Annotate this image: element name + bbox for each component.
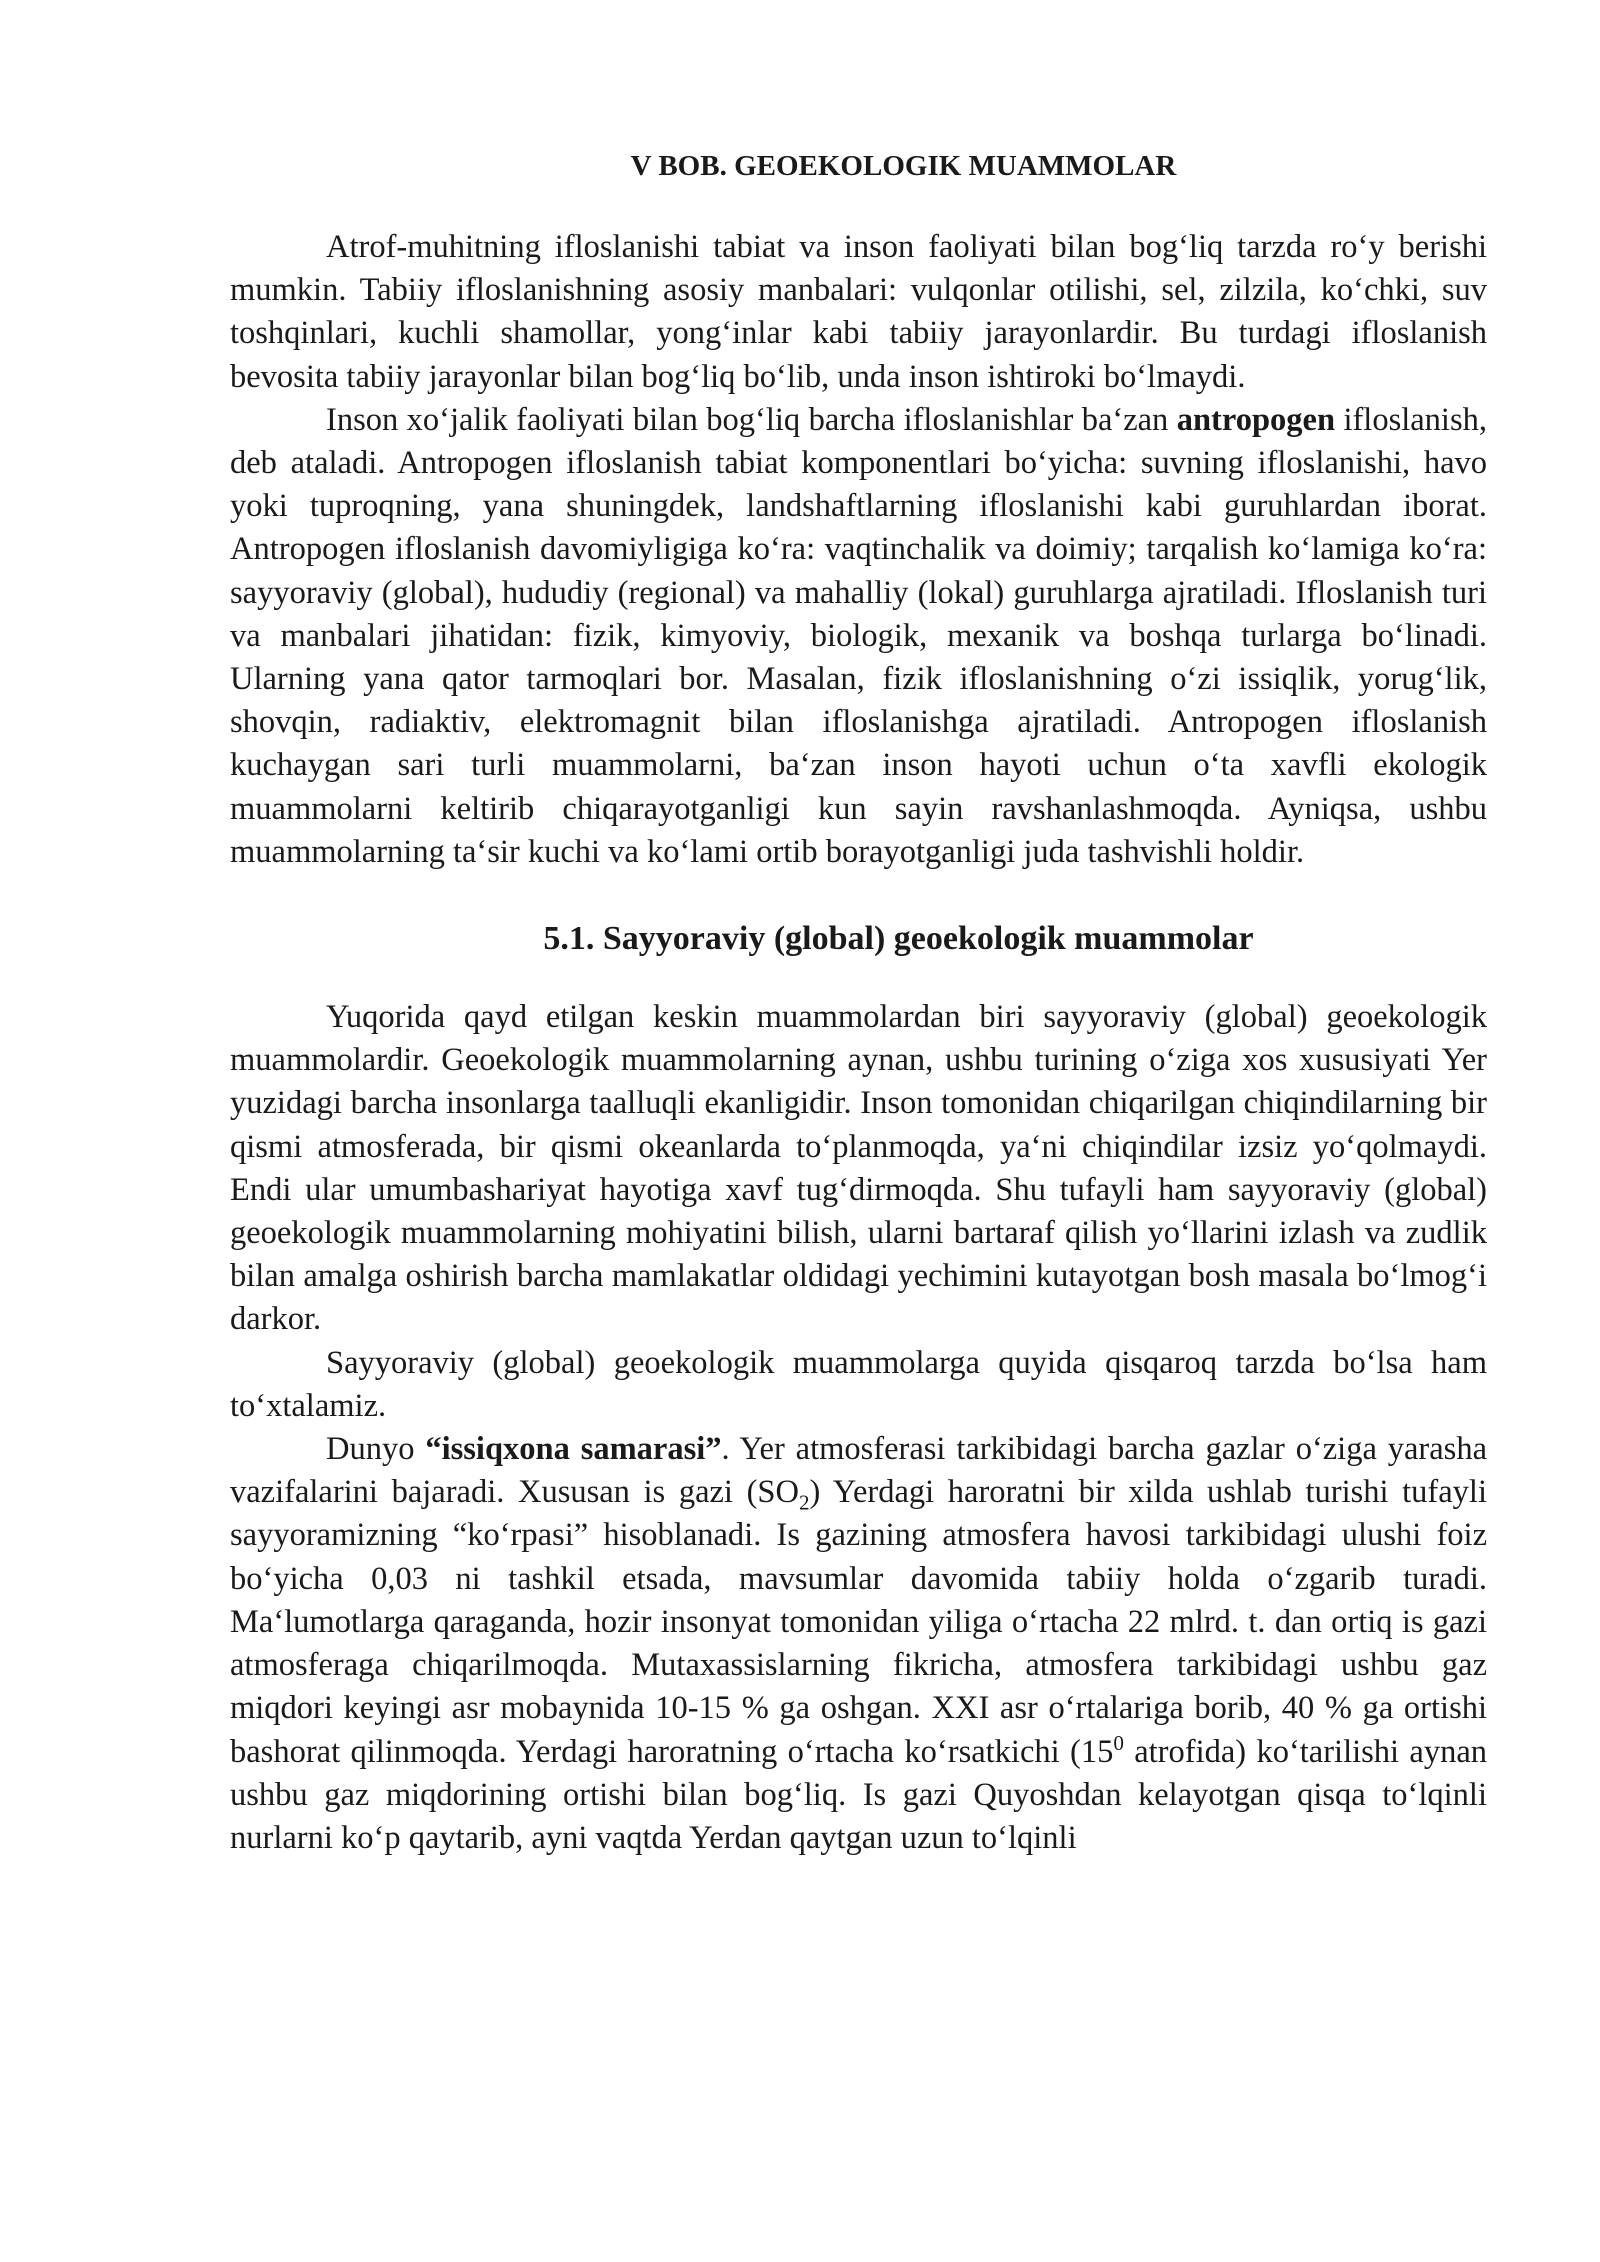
document-page — [230, 146, 1487, 1860]
section-paragraph-1: Yuqorida qayd etilgan keskin muammolardan biri sayyoraviy (global) geoekologik muammolardir. Geoekologik muammolarning aynan, ushbu turining o‘ziga xos xususiyati Yer yuzidagi barcha insonlarga taalluqli ekanligidir. Inson tomonidan chiqarilgan chiqindilarning bir qismi atmosferada, bir qismi okeanlarda to‘planmoqda, ya‘ni chiqindilar izsiz yo‘qolmaydi. Endi ular umumbashariyat hayotiga xavf tug‘dirmoqda. Shu tufayli ham sayyoraviy (global) geoekologik muammolarning mohiyatini bilish, ularni bartaraf qilish yo‘llarini izlash va zudlik bilan amalga oshirish barcha mamlakatlar oldidagi yechimini kutayotgan bosh masala bo‘lmog‘i darkor. — [230, 999, 1487, 1338]
intro-paragraph-1: Atrof-muhitning ifloslanishi tabiat va inson faoliyati bilan bog‘liq tarzda ro‘y berishi mumkin. Tabiiy ifloslanishning asosiy manbalari: vulqonlar otilishi, sel, zilzila, ko‘chki, suv toshqinlari, kuchli shamollar, yong‘inlar kabi tabiiy jarayonlardir. Bu turdagi ifloslanish bevosita tabiiy jarayonlar bilan bog‘liq bo‘lib, unda inson ishtiroki bo‘lmaydi. — [230, 229, 1487, 395]
text-run: ) Yerdagi haroratni bir xilda ushlab turishi tufayli sayyoramizning “ko‘rpasi” hisoblanadi. Is gazining atmosfera havosi tarkibidagi ulushi foiz bo‘yicha 0,03 ni tashkil etsada, mavsumlar davomida tabiiy holda o‘zgarib turadi. Ma‘lumotlarga qaraganda, hozir insonyat tomonidan yiliga o‘rtacha 22 mlrd. t. dan ortiq is gazi atmosferaga chiqarilmoqda. Mutaxassislarning fikricha, atmosfera tarkibidagi ushbu gaz miqdori keyingi asr mobaynida 10-15 % ga oshgan. XXI asr o‘rtalariga borib, 40 % ga ortishi bashorat qilinmoqda. Yerdagi haroratning o‘rtacha ko‘rsatkichi (15 — [230, 1474, 1487, 1770]
superscript: 0 — [1113, 1730, 1124, 1755]
section-title: 5.1. Sayyoraviy (global) geoekologik muammolar — [543, 920, 1254, 958]
subscript: 2 — [798, 1490, 810, 1515]
section-paragraph-3 — [230, 1428, 1487, 1860]
text-run: . Yer atmosferasi tarkibidagi barcha gazlar o‘ziga yarasha vazifalarini bajaradi. Xususan is gazi (SO — [230, 1431, 1488, 1511]
text-run: Inson xo‘jalik faoliyati bilan bog‘liq barcha ifloslanishlar ba‘zan — [326, 401, 1177, 438]
term-greenhouse-effect: “issiqxona samarasi” — [425, 1431, 722, 1468]
chapter-title: V BOB. GEOEKOLOGIK MUAMMOLAR — [630, 150, 1177, 182]
intro-paragraph-2 — [230, 399, 1487, 874]
section-paragraph-2: Sayyoraviy (global) geoekologik muammolarga quyida qisqaroq tarzda bo‘lsa ham to‘xtalamiz. — [230, 1344, 1487, 1424]
text-run: Dunyo — [326, 1431, 426, 1468]
term-antropogen: antropogen — [1176, 401, 1336, 438]
text-run: ifloslanish, deb ataladi. Antropogen ifloslanish tabiat komponentlari bo‘yicha: suvning ifloslanishi, havo yoki tuproqning, yana shuningdek, landshaftlarning ifloslanishi kabi guruhlardan iborat. Antropogen ifloslanish davomiyligiga ko‘ra: vaqtinchalik va doimiy; tarqalish ko‘lamiga ko‘ra: sayyoraviy (global), hududiy (regional) va mahalliy (lokal) guruhlarga ajratiladi. Ifloslanish turi va manbalari jihatidan: fizik, kimyoviy, biologik, mexanik va boshqa turlarga bo‘linadi. Ularning yana qator tarmoqlari bor. Masalan, fizik ifloslanishning o‘zi issiqlik, yorug‘lik, shovqin, radiaktiv, elektromagnit bilan ifloslanishga ajratiladi. Antropogen ifloslanish kuchaygan sari turli muammolarni, ba‘zan inson hayoti uchun o‘ta xavfli ekologik muammolarni keltirib chiqarayotganligi kun sayin ravshanlashmoqda. Ayniqsa, ushbu muammolarning ta‘sir kuchi va ko‘lami ortib borayotganligi juda tashvishli holdir. — [230, 401, 1487, 870]
text-run: atrofida) ko‘tarilishi aynan ushbu gaz miqdorining ortishi bilan bog‘liq. Is gazi Quyoshdan kelayotgan qisqa to‘lqinli nurlarni ko‘p qaytarib, ayni vaqtda Yerdan qaytgan uzun to‘lqinli — [230, 1733, 1487, 1856]
